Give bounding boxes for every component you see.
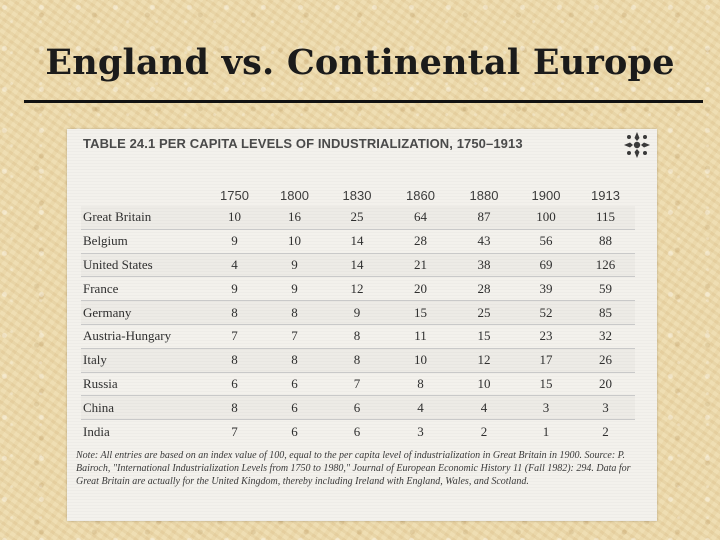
index-value-cell: 14 (325, 229, 389, 253)
index-value-cell: 20 (389, 277, 452, 301)
index-value-cell: 1 (516, 420, 576, 443)
index-value-cell: 3 (389, 420, 452, 443)
index-value-cell: 69 (516, 253, 576, 277)
table-row (81, 348, 635, 372)
index-value-cell: 14 (325, 253, 389, 277)
index-value-cell: 39 (516, 277, 576, 301)
index-value-cell: 126 (576, 253, 635, 277)
country-cell: Russia (81, 372, 205, 396)
index-value-cell: 6 (205, 372, 264, 396)
index-value-cell: 12 (452, 348, 516, 372)
index-value-cell: 23 (516, 324, 576, 348)
table-row (81, 420, 635, 443)
index-value-cell: 21 (389, 253, 452, 277)
index-value-cell: 2 (452, 420, 516, 443)
index-value-cell: 15 (452, 324, 516, 348)
index-value-cell: 16 (264, 206, 325, 229)
country-cell: United States (81, 253, 205, 277)
country-cell: India (81, 420, 205, 443)
table-scan-image (67, 129, 657, 521)
index-value-cell: 7 (264, 324, 325, 348)
index-value-cell: 25 (325, 206, 389, 229)
country-cell: Italy (81, 348, 205, 372)
slide-title: England vs. Continental Europe (45, 42, 675, 83)
index-value-cell: 4 (389, 396, 452, 420)
index-value-cell: 115 (576, 206, 635, 229)
index-value-cell: 88 (576, 229, 635, 253)
index-value-cell: 10 (389, 348, 452, 372)
table-heading: TABLE 24.1 PER CAPITA LEVELS OF INDUSTRIALIZATION, 1750–1913 (83, 136, 523, 151)
index-value-cell: 43 (452, 229, 516, 253)
index-value-cell: 9 (264, 253, 325, 277)
index-value-cell: 3 (516, 396, 576, 420)
index-value-cell: 4 (452, 396, 516, 420)
column-header-year: 1900 (531, 187, 561, 203)
index-value-cell: 9 (205, 277, 264, 301)
index-value-cell: 85 (576, 301, 635, 325)
index-value-cell: 7 (205, 420, 264, 443)
table-row (81, 324, 635, 348)
index-value-cell: 25 (452, 301, 516, 325)
index-value-cell: 15 (389, 301, 452, 325)
table-row (81, 301, 635, 325)
index-value-cell: 8 (205, 301, 264, 325)
index-value-cell: 6 (264, 372, 325, 396)
index-value-cell: 6 (264, 420, 325, 443)
column-header-year: 1860 (406, 187, 435, 203)
index-value-cell: 10 (205, 206, 264, 229)
index-value-cell: 11 (389, 324, 452, 348)
index-value-cell: 12 (325, 277, 389, 301)
index-value-cell: 64 (389, 206, 452, 229)
country-cell: Great Britain (81, 206, 205, 229)
index-value-cell: 9 (264, 277, 325, 301)
column-header-year: 1750 (220, 187, 249, 203)
country-cell: France (81, 277, 205, 301)
column-header-year: 1800 (280, 187, 309, 203)
index-value-cell: 9 (205, 229, 264, 253)
index-value-cell: 6 (264, 396, 325, 420)
index-value-cell: 4 (205, 253, 264, 277)
index-value-cell: 8 (325, 324, 389, 348)
index-value-cell: 6 (325, 396, 389, 420)
index-value-cell: 8 (264, 301, 325, 325)
table-source-note: Note: All entries are based on an index value of 100, equal to the per capita level of industrialization in Great Britain in 1900. Source: P. Bairoch, "International Industrialization Levels from 1750 to 1980," Journal of European Economic History 11 (Fall 1982): 294. Data for Great Britain are actually for the United Kingdom, thereby including Ireland with England, Wales, and Scotland. (76, 450, 631, 487)
index-value-cell: 52 (516, 301, 576, 325)
table-row (81, 229, 635, 253)
index-value-cell: 8 (389, 372, 452, 396)
index-value-cell: 7 (325, 372, 389, 396)
column-header-year: 1830 (342, 187, 372, 203)
index-value-cell: 26 (576, 348, 635, 372)
index-value-cell: 2 (576, 420, 635, 443)
column-header-country (81, 184, 205, 206)
index-value-cell: 8 (205, 348, 264, 372)
index-value-cell: 10 (452, 372, 516, 396)
index-value-cell: 15 (516, 372, 576, 396)
index-value-cell: 59 (576, 277, 635, 301)
table-row (81, 372, 635, 396)
index-value-cell: 32 (576, 324, 635, 348)
index-value-cell: 28 (389, 229, 452, 253)
index-value-cell: 56 (516, 229, 576, 253)
column-header-year: 1880 (469, 187, 499, 203)
index-value-cell: 8 (205, 396, 264, 420)
title-divider (24, 100, 703, 103)
country-cell: China (81, 396, 205, 420)
table-header-row (81, 184, 635, 206)
index-value-cell: 100 (516, 206, 576, 229)
index-value-cell: 87 (452, 206, 516, 229)
index-value-cell: 10 (264, 229, 325, 253)
country-cell: Austria-Hungary (81, 324, 205, 348)
index-value-cell: 20 (576, 372, 635, 396)
industrialization-table (81, 184, 635, 443)
table-row (81, 277, 635, 301)
index-value-cell: 38 (452, 253, 516, 277)
index-value-cell: 8 (325, 348, 389, 372)
fleuron-ornament-icon (623, 131, 651, 159)
table-row (81, 253, 635, 277)
index-value-cell: 3 (576, 396, 635, 420)
table-row (81, 206, 635, 229)
index-value-cell: 7 (205, 324, 264, 348)
index-value-cell: 6 (325, 420, 389, 443)
index-value-cell: 9 (325, 301, 389, 325)
country-cell: Belgium (81, 229, 205, 253)
column-header-year: 1913 (591, 187, 620, 203)
table-row (81, 396, 635, 420)
index-value-cell: 17 (516, 348, 576, 372)
index-value-cell: 8 (264, 348, 325, 372)
index-value-cell: 28 (452, 277, 516, 301)
country-cell: Germany (81, 301, 205, 325)
